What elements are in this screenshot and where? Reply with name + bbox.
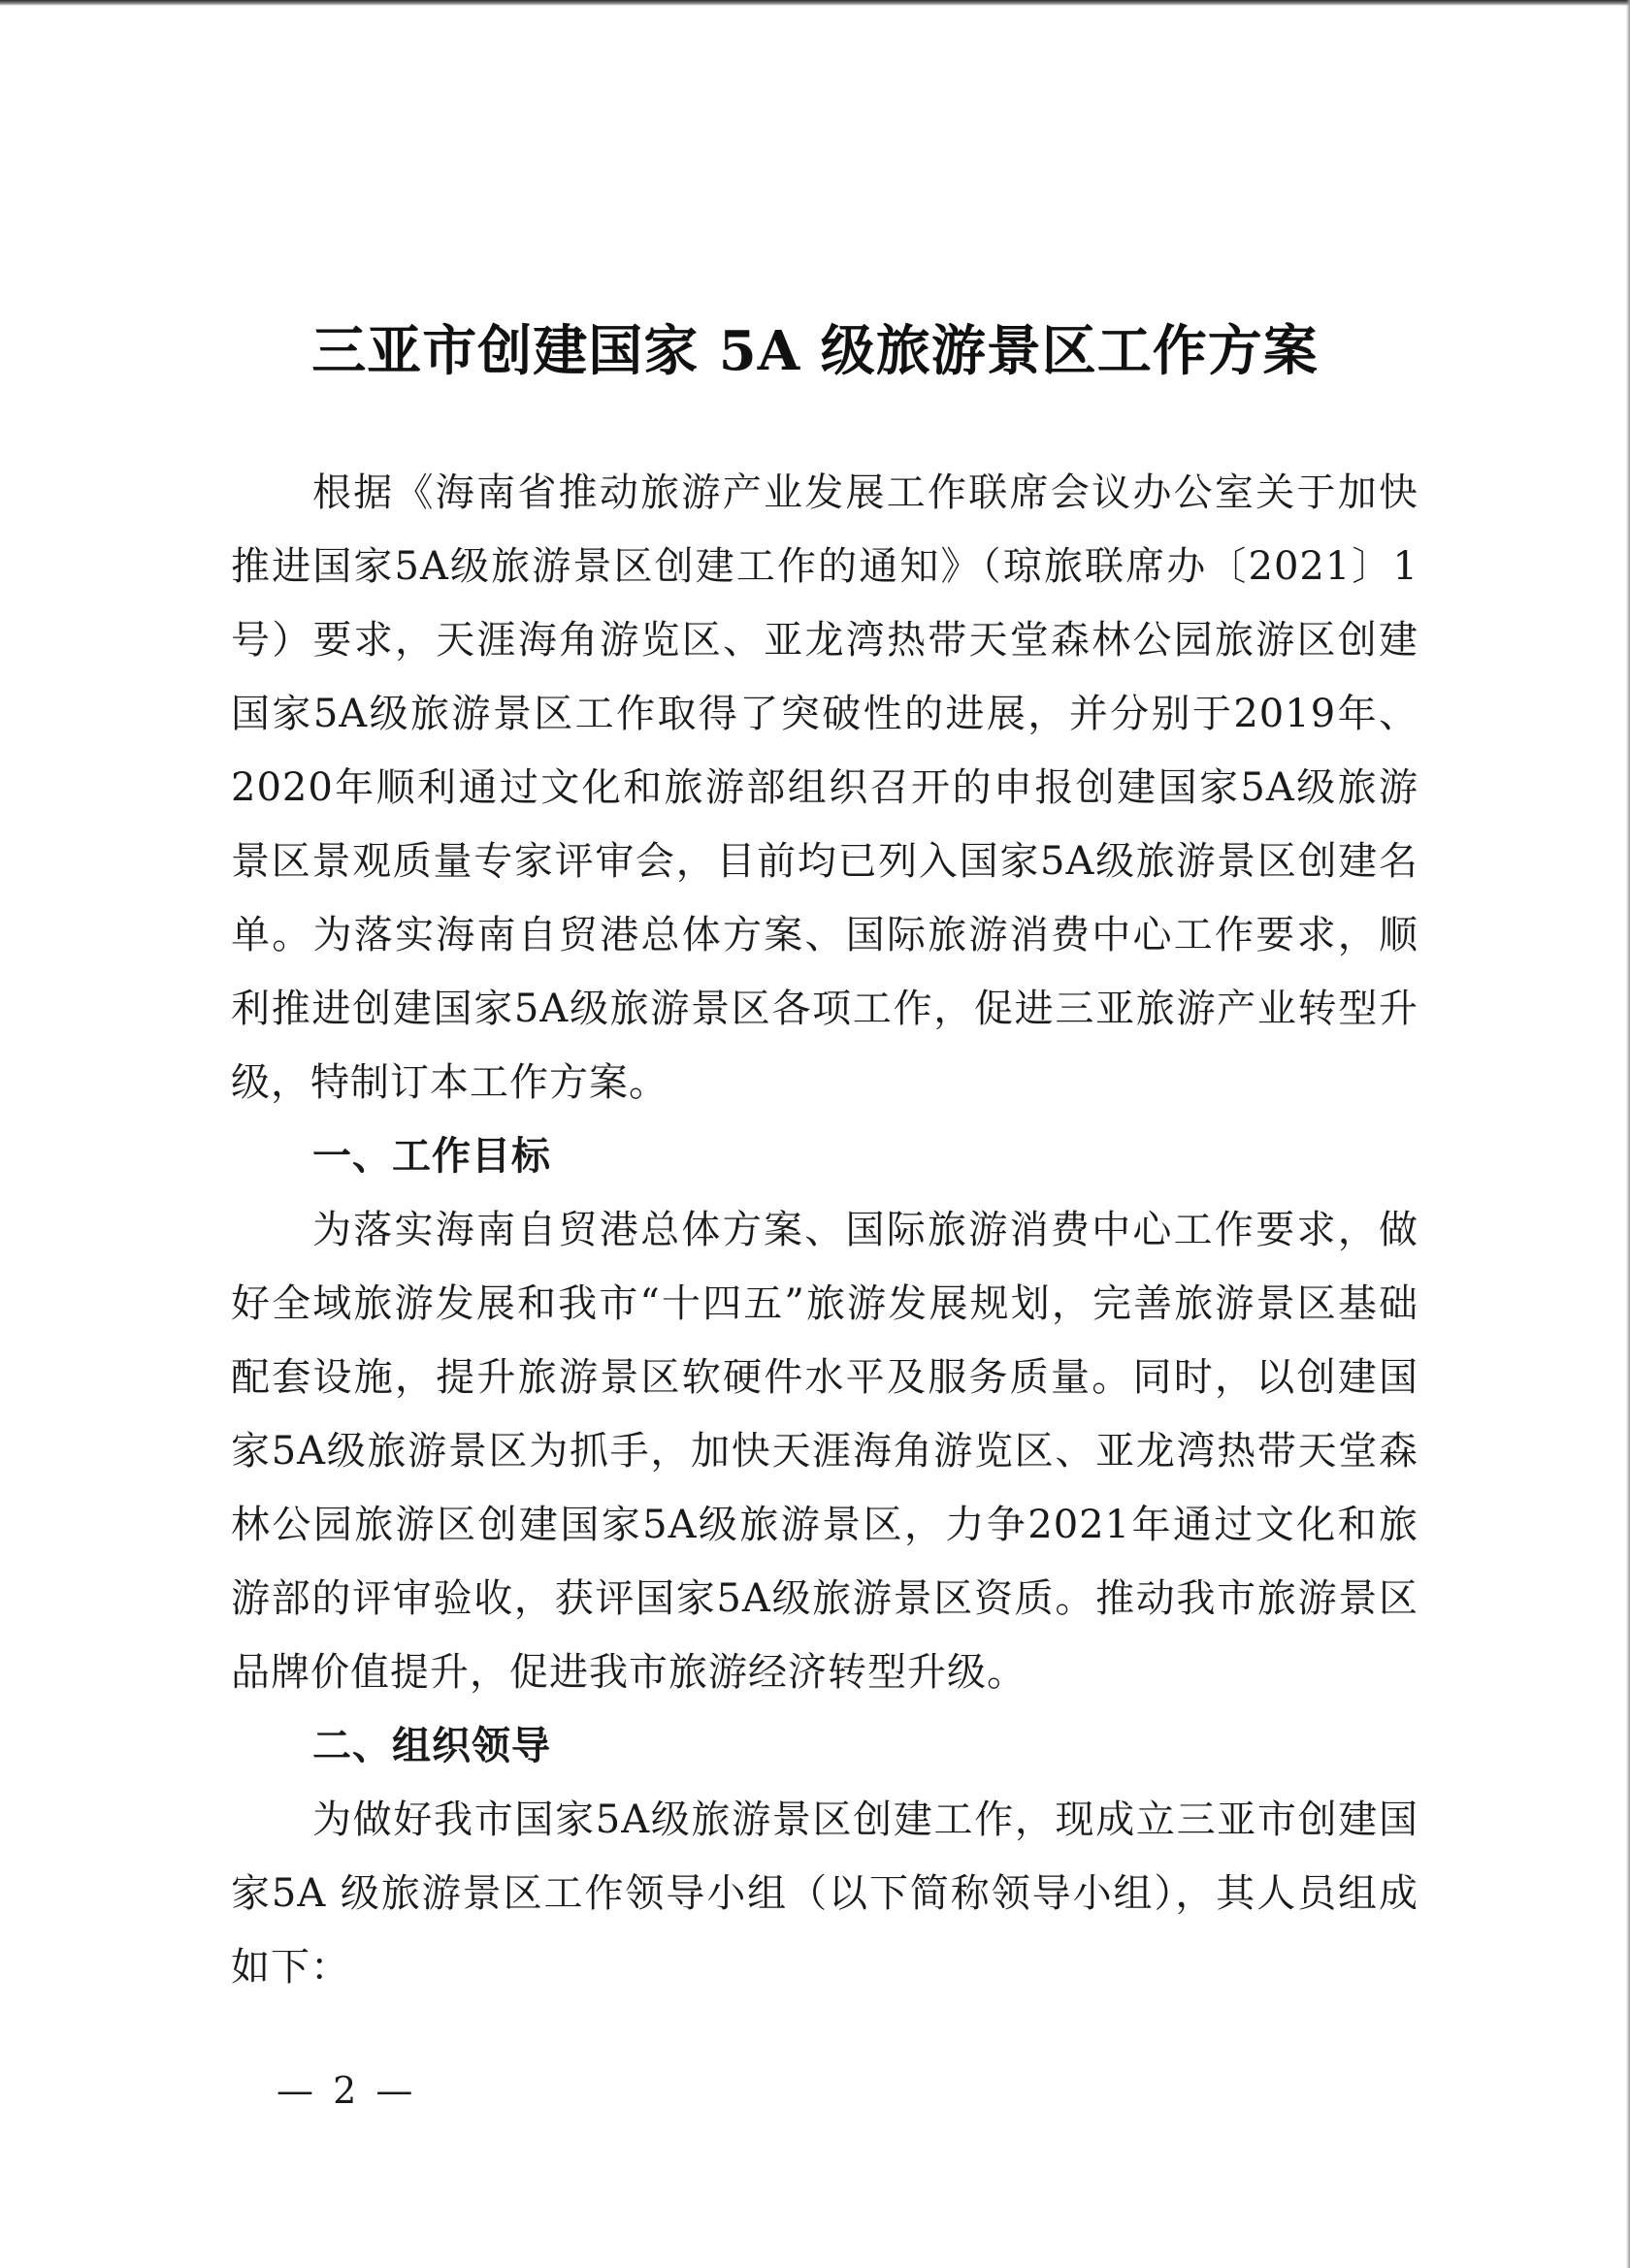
scan-edge-top: [0, 0, 1630, 6]
page-number: — 2 —: [277, 2069, 417, 2112]
section-heading-goals: 一、工作目标: [312, 1134, 551, 1179]
goals-paragraph: 为落实海南自贸港总体方案、国际旅游消费中心工作要求，做好全域旅游发展和我市“十四五”旅游发展规划，完善旅游景区基础配套设施，提升旅游景区软硬件水平及服务质量。同时，以创建国家5A级旅游景区为抓手，加快天涯海角游览区、亚龙湾热带天堂森林公园旅游区创建国家5A级旅游景区，力争2021年通过文化和旅游部的评审验收，获评国家5A级旅游景区资质。推动我市旅游景区品牌价值提升，促进我市旅游经济转型升级。: [231, 1208, 1418, 1695]
intro-paragraph: 根据《海南省推动旅游产业发展工作联席会议办公室关于加快推进国家5A级旅游景区创建工作的通知》（琼旅联席办〔2021〕1号）要求，天涯海角游览区、亚龙湾热带天堂森林公园旅游区创建国家5A级旅游景区工作取得了突破性的进展，并分别于2019年、2020年顺利通过文化和旅游部组织召开的申报创建国家5A级旅游景区景观质量专家评审会，目前均已列入国家5A级旅游景区创建名单。为落实海南自贸港总体方案、国际旅游消费中心工作要求，顺利推进创建国家5A级旅游景区各项工作，促进三亚旅游产业转型升级，特制订本工作方案。: [231, 470, 1418, 1105]
section-heading-organization: 二、组织领导: [312, 1724, 551, 1768]
document-body: [231, 456, 1418, 2004]
document-title: 三亚市创建国家 5A 级旅游景区工作方案: [311, 319, 1319, 383]
organization-paragraph: 为做好我市国家5A级旅游景区创建工作，现成立三亚市创建国家5A 级旅游景区工作领导小组（以下简称领导小组），其人员组成如下：: [231, 1798, 1418, 1990]
